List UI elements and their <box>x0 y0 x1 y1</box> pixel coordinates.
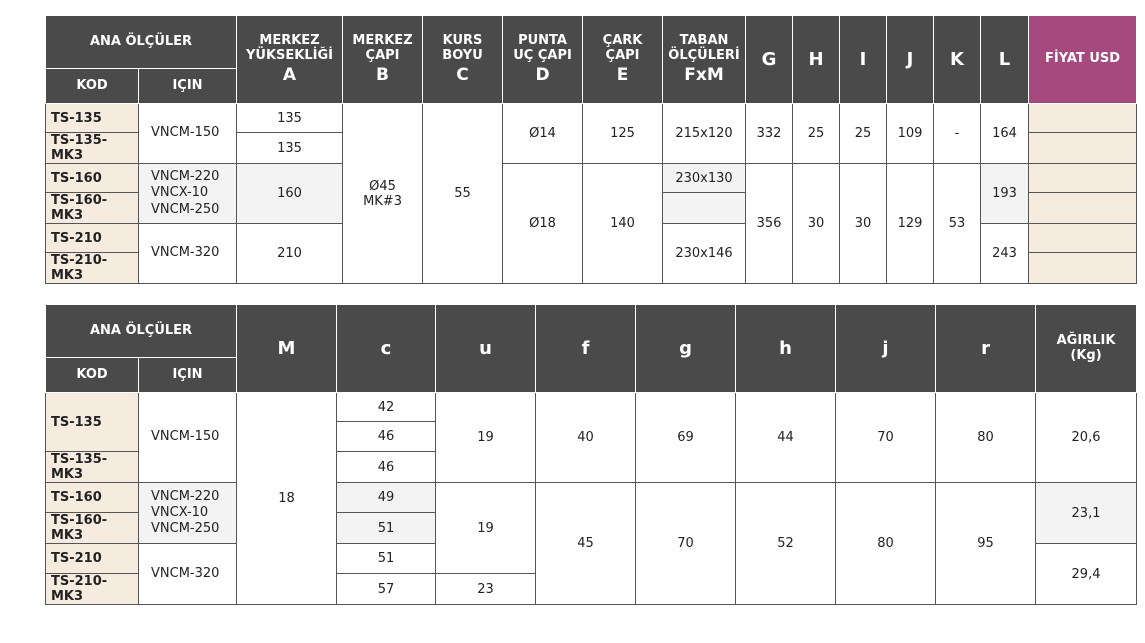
price-cell <box>1029 104 1137 133</box>
c-cell: 46 <box>337 452 436 483</box>
merkez-yuksekligi-header: MERKEZ YÜKSEKLİĞİ A <box>237 16 343 104</box>
kod-header: KOD <box>46 69 139 104</box>
j-header: J <box>887 16 934 104</box>
ana-olculer-header: ANA ÖLÇÜLER <box>46 305 237 358</box>
icin-cell: VNCM-150 <box>139 393 237 483</box>
agirlik-cell: 29,4 <box>1036 544 1137 605</box>
e-cell: 125 <box>583 104 663 164</box>
c-cell: 51 <box>337 513 436 544</box>
j-cell: 80 <box>836 483 936 605</box>
fxm-cell: 230x146 <box>663 224 746 284</box>
f-cell: 45 <box>536 483 636 605</box>
a-cell: 135 <box>237 104 343 133</box>
m-header: M <box>237 305 337 393</box>
kod-cell: TS-135-MK3 <box>46 133 139 164</box>
l-header: L <box>981 16 1029 104</box>
ana-olculer-header: ANA ÖLÇÜLER <box>46 16 237 69</box>
kod-header: KOD <box>46 358 139 393</box>
l-cell: 193 <box>981 164 1029 224</box>
a-cell: 210 <box>237 224 343 284</box>
punta-uc-capi-header: PUNTA UÇ ÇAPI D <box>503 16 583 104</box>
kod-cell: TS-160 <box>46 164 139 193</box>
fxm-cell: 215x120 <box>663 104 746 164</box>
g-header: g <box>636 305 736 393</box>
b-cell: Ø45 MK#3 <box>343 104 423 284</box>
u-cell: 19 <box>436 393 536 483</box>
j-cell: 129 <box>887 164 934 284</box>
i-cell: 30 <box>840 164 887 284</box>
c-cell: 46 <box>337 422 436 452</box>
r-cell: 95 <box>936 483 1036 605</box>
kod-cell: TS-210 <box>46 224 139 253</box>
kurs-boyu-header: KURS BOYU C <box>423 16 503 104</box>
k-cell: 53 <box>934 164 981 284</box>
e-cell: 140 <box>583 164 663 284</box>
merkez-capi-header: MERKEZ ÇAPI B <box>343 16 423 104</box>
h-header: h <box>736 305 836 393</box>
fiyat-usd-header: FİYAT USD <box>1029 16 1137 104</box>
k-header: K <box>934 16 981 104</box>
c-cell: 57 <box>337 574 436 605</box>
icin-cell: VNCM-220 VNCX-10 VNCM-250 <box>139 483 237 544</box>
kod-cell: TS-160-MK3 <box>46 193 139 224</box>
icin-cell: VNCM-220 VNCX-10 VNCM-250 <box>139 164 237 224</box>
d-cell: Ø18 <box>503 164 583 284</box>
kod-cell: TS-210 <box>46 544 139 574</box>
kod-cell: TS-135 <box>46 104 139 133</box>
c-cell: 51 <box>337 544 436 574</box>
cark-capi-header: ÇARK ÇAPI E <box>583 16 663 104</box>
u-cell: 23 <box>436 574 536 605</box>
icin-cell: VNCM-150 <box>139 104 237 164</box>
agirlik-cell: 20,6 <box>1036 393 1137 483</box>
dimensions-table-1 <box>45 15 1137 284</box>
kod-cell: TS-160-MK3 <box>46 513 139 544</box>
agirlik-header: AĞIRLIK (Kg) <box>1036 305 1137 393</box>
c-cell: 42 <box>337 393 436 422</box>
m-cell: 18 <box>237 393 337 605</box>
h-cell: 25 <box>793 104 840 164</box>
k-cell: - <box>934 104 981 164</box>
d-cell: Ø14 <box>503 104 583 164</box>
i-header: I <box>840 16 887 104</box>
a-cell: 135 <box>237 133 343 164</box>
u-header: u <box>436 305 536 393</box>
j-cell: 70 <box>836 393 936 483</box>
i-cell: 25 <box>840 104 887 164</box>
j-cell: 109 <box>887 104 934 164</box>
kod-cell: TS-210-MK3 <box>46 253 139 284</box>
g-cell: 356 <box>746 164 793 284</box>
g-cell: 332 <box>746 104 793 164</box>
c-cell: 49 <box>337 483 436 513</box>
a-cell: 160 <box>237 164 343 224</box>
dimensions-table-2 <box>45 304 1137 605</box>
g-cell: 69 <box>636 393 736 483</box>
icin-cell: VNCM-320 <box>139 544 237 605</box>
g-header: G <box>746 16 793 104</box>
price-cell <box>1029 253 1137 284</box>
agirlik-cell: 23,1 <box>1036 483 1137 544</box>
kod-cell: TS-210-MK3 <box>46 574 139 605</box>
r-cell: 80 <box>936 393 1036 483</box>
l-cell: 243 <box>981 224 1029 284</box>
g-cell: 70 <box>636 483 736 605</box>
h-cell: 30 <box>793 164 840 284</box>
kod-cell: TS-160 <box>46 483 139 513</box>
fxm-cell: 230x130 <box>663 164 746 193</box>
r-header: r <box>936 305 1036 393</box>
l-cell: 164 <box>981 104 1029 164</box>
f-header: f <box>536 305 636 393</box>
icin-header: IÇIN <box>139 358 237 393</box>
h-cell: 44 <box>736 393 836 483</box>
price-cell <box>1029 193 1137 224</box>
kod-cell: TS-135 <box>46 393 139 452</box>
c-cell: 55 <box>423 104 503 284</box>
price-cell <box>1029 164 1137 193</box>
h-header: H <box>793 16 840 104</box>
j-header: j <box>836 305 936 393</box>
fxm-cell-empty <box>663 193 746 224</box>
u-cell: 19 <box>436 483 536 574</box>
taban-olculeri-header: TABAN ÖLÇÜLERİ FxM <box>663 16 746 104</box>
c-header: c <box>337 305 436 393</box>
icin-cell: VNCM-320 <box>139 224 237 284</box>
f-cell: 40 <box>536 393 636 483</box>
price-cell <box>1029 133 1137 164</box>
icin-header: IÇIN <box>139 69 237 104</box>
kod-cell: TS-135-MK3 <box>46 452 139 483</box>
price-cell <box>1029 224 1137 253</box>
h-cell: 52 <box>736 483 836 605</box>
